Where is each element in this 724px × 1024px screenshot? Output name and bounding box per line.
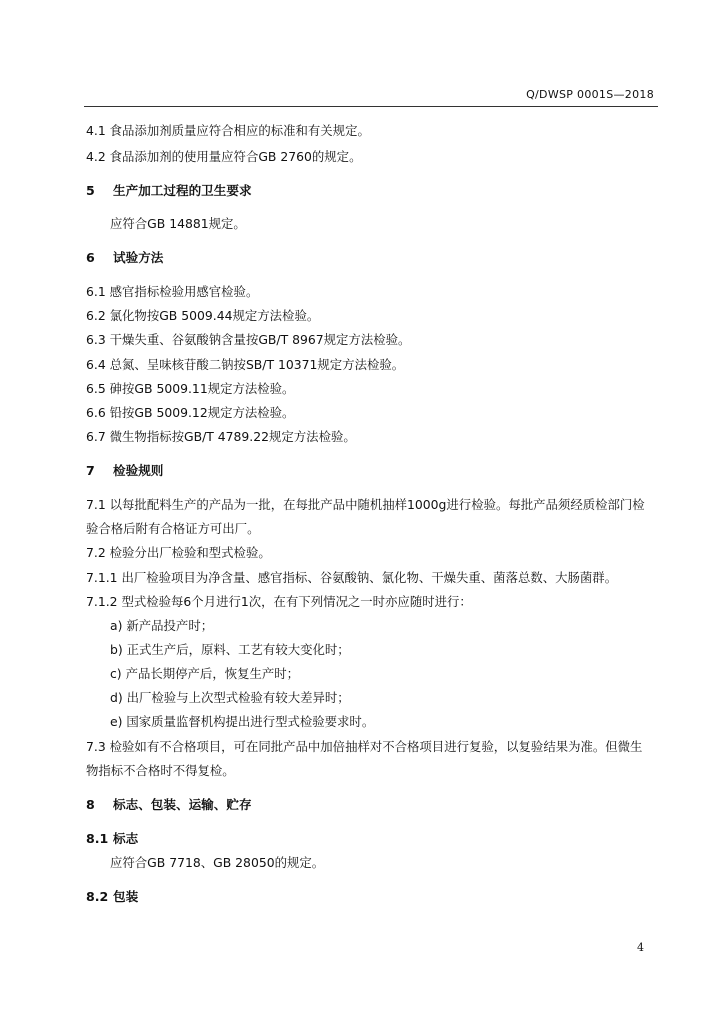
subsection-number: 8.1 [86,831,109,846]
subsection-title: 包装 [113,889,139,904]
clause-4-1: 4.1 食品添加剂质量应符合相应的标准和有关规定。 [86,123,370,138]
clause-6-4: 6.4 总氮、呈味核苷酸二钠按SB/T 10371规定方法检验。 [86,357,405,372]
section-number: 8 [86,797,95,812]
subsection-heading-8-2 [86,889,138,905]
section-5-text: 应符合GB 14881规定。 [110,216,246,231]
section-title: 试验方法 [113,250,164,265]
list-item-d: d) 出厂检验与上次型式检验有较大差异时； [110,690,350,705]
clause-7-1-line-2: 验合格后附有合格证方可出厂。 [86,521,260,536]
clause-7-1-1: 7.1.1 出厂检验项目为净含量、感官指标、谷氨酸钠、氯化物、干燥失重、菌落总数、大肠菌群。 [86,570,618,585]
clause-7-3-line-2: 物指标不合格时不得复检。 [86,763,235,778]
section-heading-8 [86,797,252,813]
subsection-8-1-text: 应符合GB 7718、GB 28050的规定。 [110,855,325,870]
clause-6-6: 6.6 铅按GB 5009.12规定方法检验。 [86,405,295,420]
clause-6-5: 6.5 砷按GB 5009.11规定方法检验。 [86,381,295,396]
clause-4-2: 4.2 食品添加剂的使用量应符合GB 2760的规定。 [86,149,362,164]
subsection-title: 标志 [113,831,139,846]
clause-7-1-2: 7.1.2 型式检验每6个月进行1次，在有下列情况之一时亦应随时进行： [86,594,472,609]
section-title: 检验规则 [113,463,164,478]
page-number: 4 [637,941,644,954]
clause-7-1-line-1: 7.1 以每批配料生产的产品为一批，在每批产品中随机抽样1000g进行检验。每批产品须经质检部门检 [86,497,645,512]
document-code: Q/DWSP 0001S—2018 [526,88,654,101]
clause-7-3-line-1: 7.3 检验如有不合格项目，可在同批产品中加倍抽样对不合格项目进行复验，以复验结果为准。但微生 [86,739,643,754]
section-heading-7 [86,463,163,479]
clause-7-2: 7.2 检验分出厂检验和型式检验。 [86,545,271,560]
list-item-e: e) 国家质量监督机构提出进行型式检验要求时。 [110,714,375,729]
section-number: 7 [86,463,95,478]
subsection-heading-8-1 [86,831,138,847]
clause-6-3: 6.3 干燥失重、谷氨酸钠含量按GB/T 8967规定方法检验。 [86,332,411,347]
list-item-b: b) 正式生产后，原料、工艺有较大变化时； [110,642,350,657]
section-number: 6 [86,250,95,265]
section-title: 标志、包装、运输、贮存 [113,797,252,812]
clause-6-1: 6.1 感官指标检验用感官检验。 [86,284,259,299]
section-number: 5 [86,183,95,198]
list-item-c: c) 产品长期停产后，恢复生产时； [110,666,300,681]
section-title: 生产加工过程的卫生要求 [113,183,252,198]
subsection-number: 8.2 [86,889,109,904]
list-item-a: a) 新产品投产时； [110,618,214,633]
clause-6-2: 6.2 氯化物按GB 5009.44规定方法检验。 [86,308,320,323]
section-heading-6 [86,250,163,266]
clause-6-7: 6.7 微生物指标按GB/T 4789.22规定方法检验。 [86,429,356,444]
header-rule [84,106,658,107]
section-heading-5 [86,183,252,199]
